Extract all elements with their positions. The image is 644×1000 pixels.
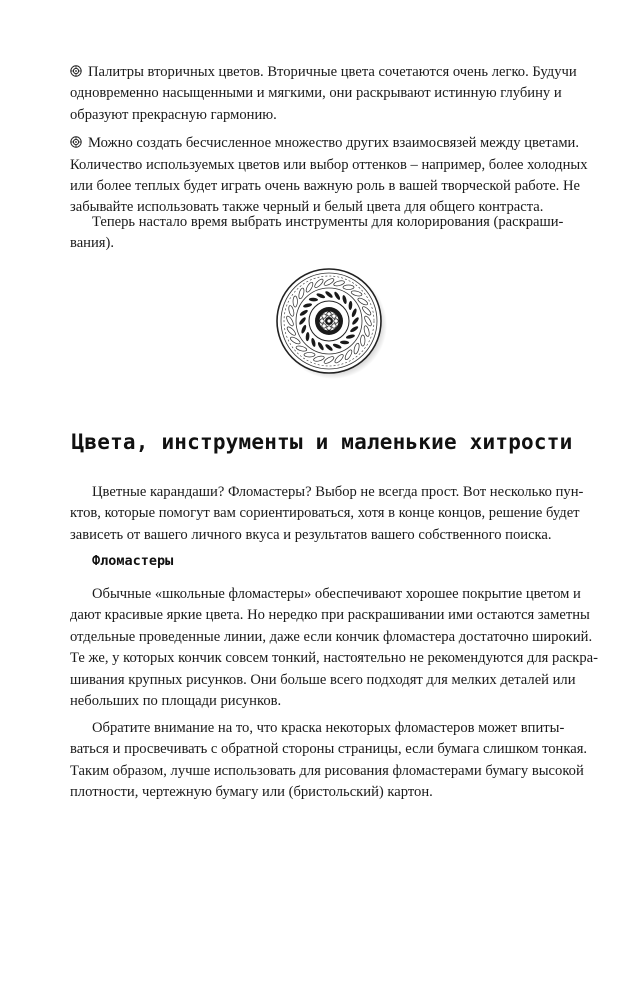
bullet-2-line-2: Количество используемых цветов или выбор оттенков – например, более холодных — [70, 156, 588, 173]
bullet-item-secondary-palettes — [70, 62, 575, 126]
markers-p1-line-3: отдельные проведенные линии, даже если кончик фломастера достаточно широкий. — [70, 628, 593, 645]
section-line-2: ктов, которые помогут вам сориентироваться, хотя в конце концов, решение будет — [70, 505, 580, 522]
bullet-2-line-3: или более теплых будет играть очень важную роль в вашей творческой работе. Не — [70, 178, 580, 195]
markers-p2-line-3: Таким образом, лучше использовать для рисования фломастерами бумагу высокой — [70, 762, 584, 779]
flower-bullet-icon — [70, 136, 82, 148]
markers-p1-line-2: дают красивые яркие цвета. Но нередко при раскрашивании ими остаются заметны — [70, 607, 590, 624]
flower-bullet-icon — [70, 65, 82, 77]
markers-paragraph-2 — [70, 718, 588, 804]
mandala-ornament-icon — [273, 265, 387, 379]
markers-p1-line-4: Те же, у которых кончик совсем тонкий, настоятельно не рекомендуются для раскра- — [70, 650, 599, 667]
bullet-list — [70, 62, 588, 219]
bullet-1-line-3: образуют прекрасную гармонию. — [70, 106, 277, 123]
intro-paragraph — [70, 212, 575, 255]
bullet-1-line-1: Палитры вторичных цветов. Вторичные цвета сочетаются очень легко. Будучи — [88, 64, 577, 80]
markers-p2-line-4: плотности, чертежную бумагу или (бристольский) картон. — [70, 784, 433, 801]
markers-paragraph-1 — [70, 584, 599, 712]
bullet-2-line-1: Можно создать бесчисленное множество других взаимосвязей между цветами. — [88, 135, 580, 152]
section-line-1: Цветные карандаши? Фломастеры? Выбор не всегда прост. Вот несколько пун- — [92, 484, 584, 500]
intro-line-1: Теперь настало время выбрать инструменты для колорирования (раскраши- — [92, 214, 564, 230]
markers-p1-line-1: Обычные «школьные фломастеры» обеспечивают хорошее покрытие цветом и — [92, 586, 581, 602]
bullet-item-color-relations — [70, 133, 588, 219]
section-line-3: зависеть от вашего личного вкуса и результатов вашего собственного поиска. — [70, 526, 552, 543]
markers-p1-line-6: небольших по площади рисунков. — [70, 693, 282, 710]
bullet-1-line-2: одновременно насыщенными и мягкими, они раскрывают истинную глубину и — [70, 85, 562, 102]
subheading-markers: Фломастеры — [92, 553, 174, 569]
section-paragraph — [70, 482, 584, 546]
section-title: Цвета, инструменты и маленькие хитрости — [71, 430, 573, 454]
bullet-2-line-4: забывайте использовать также черный и белый цвета для общего контраста. — [70, 199, 544, 216]
markers-p2-line-2: ваться и просвечивать с обратной стороны страницы, если бумага слишком тонкая. — [70, 741, 588, 758]
intro-line-2: вания). — [70, 235, 115, 252]
markers-p2-line-1: Обратите внимание на то, что краска некоторых фломастеров может впиты- — [92, 720, 565, 736]
markers-p1-line-5: шивания крупных рисунков. Они больше всего подходят для мелких деталей или — [70, 671, 576, 688]
